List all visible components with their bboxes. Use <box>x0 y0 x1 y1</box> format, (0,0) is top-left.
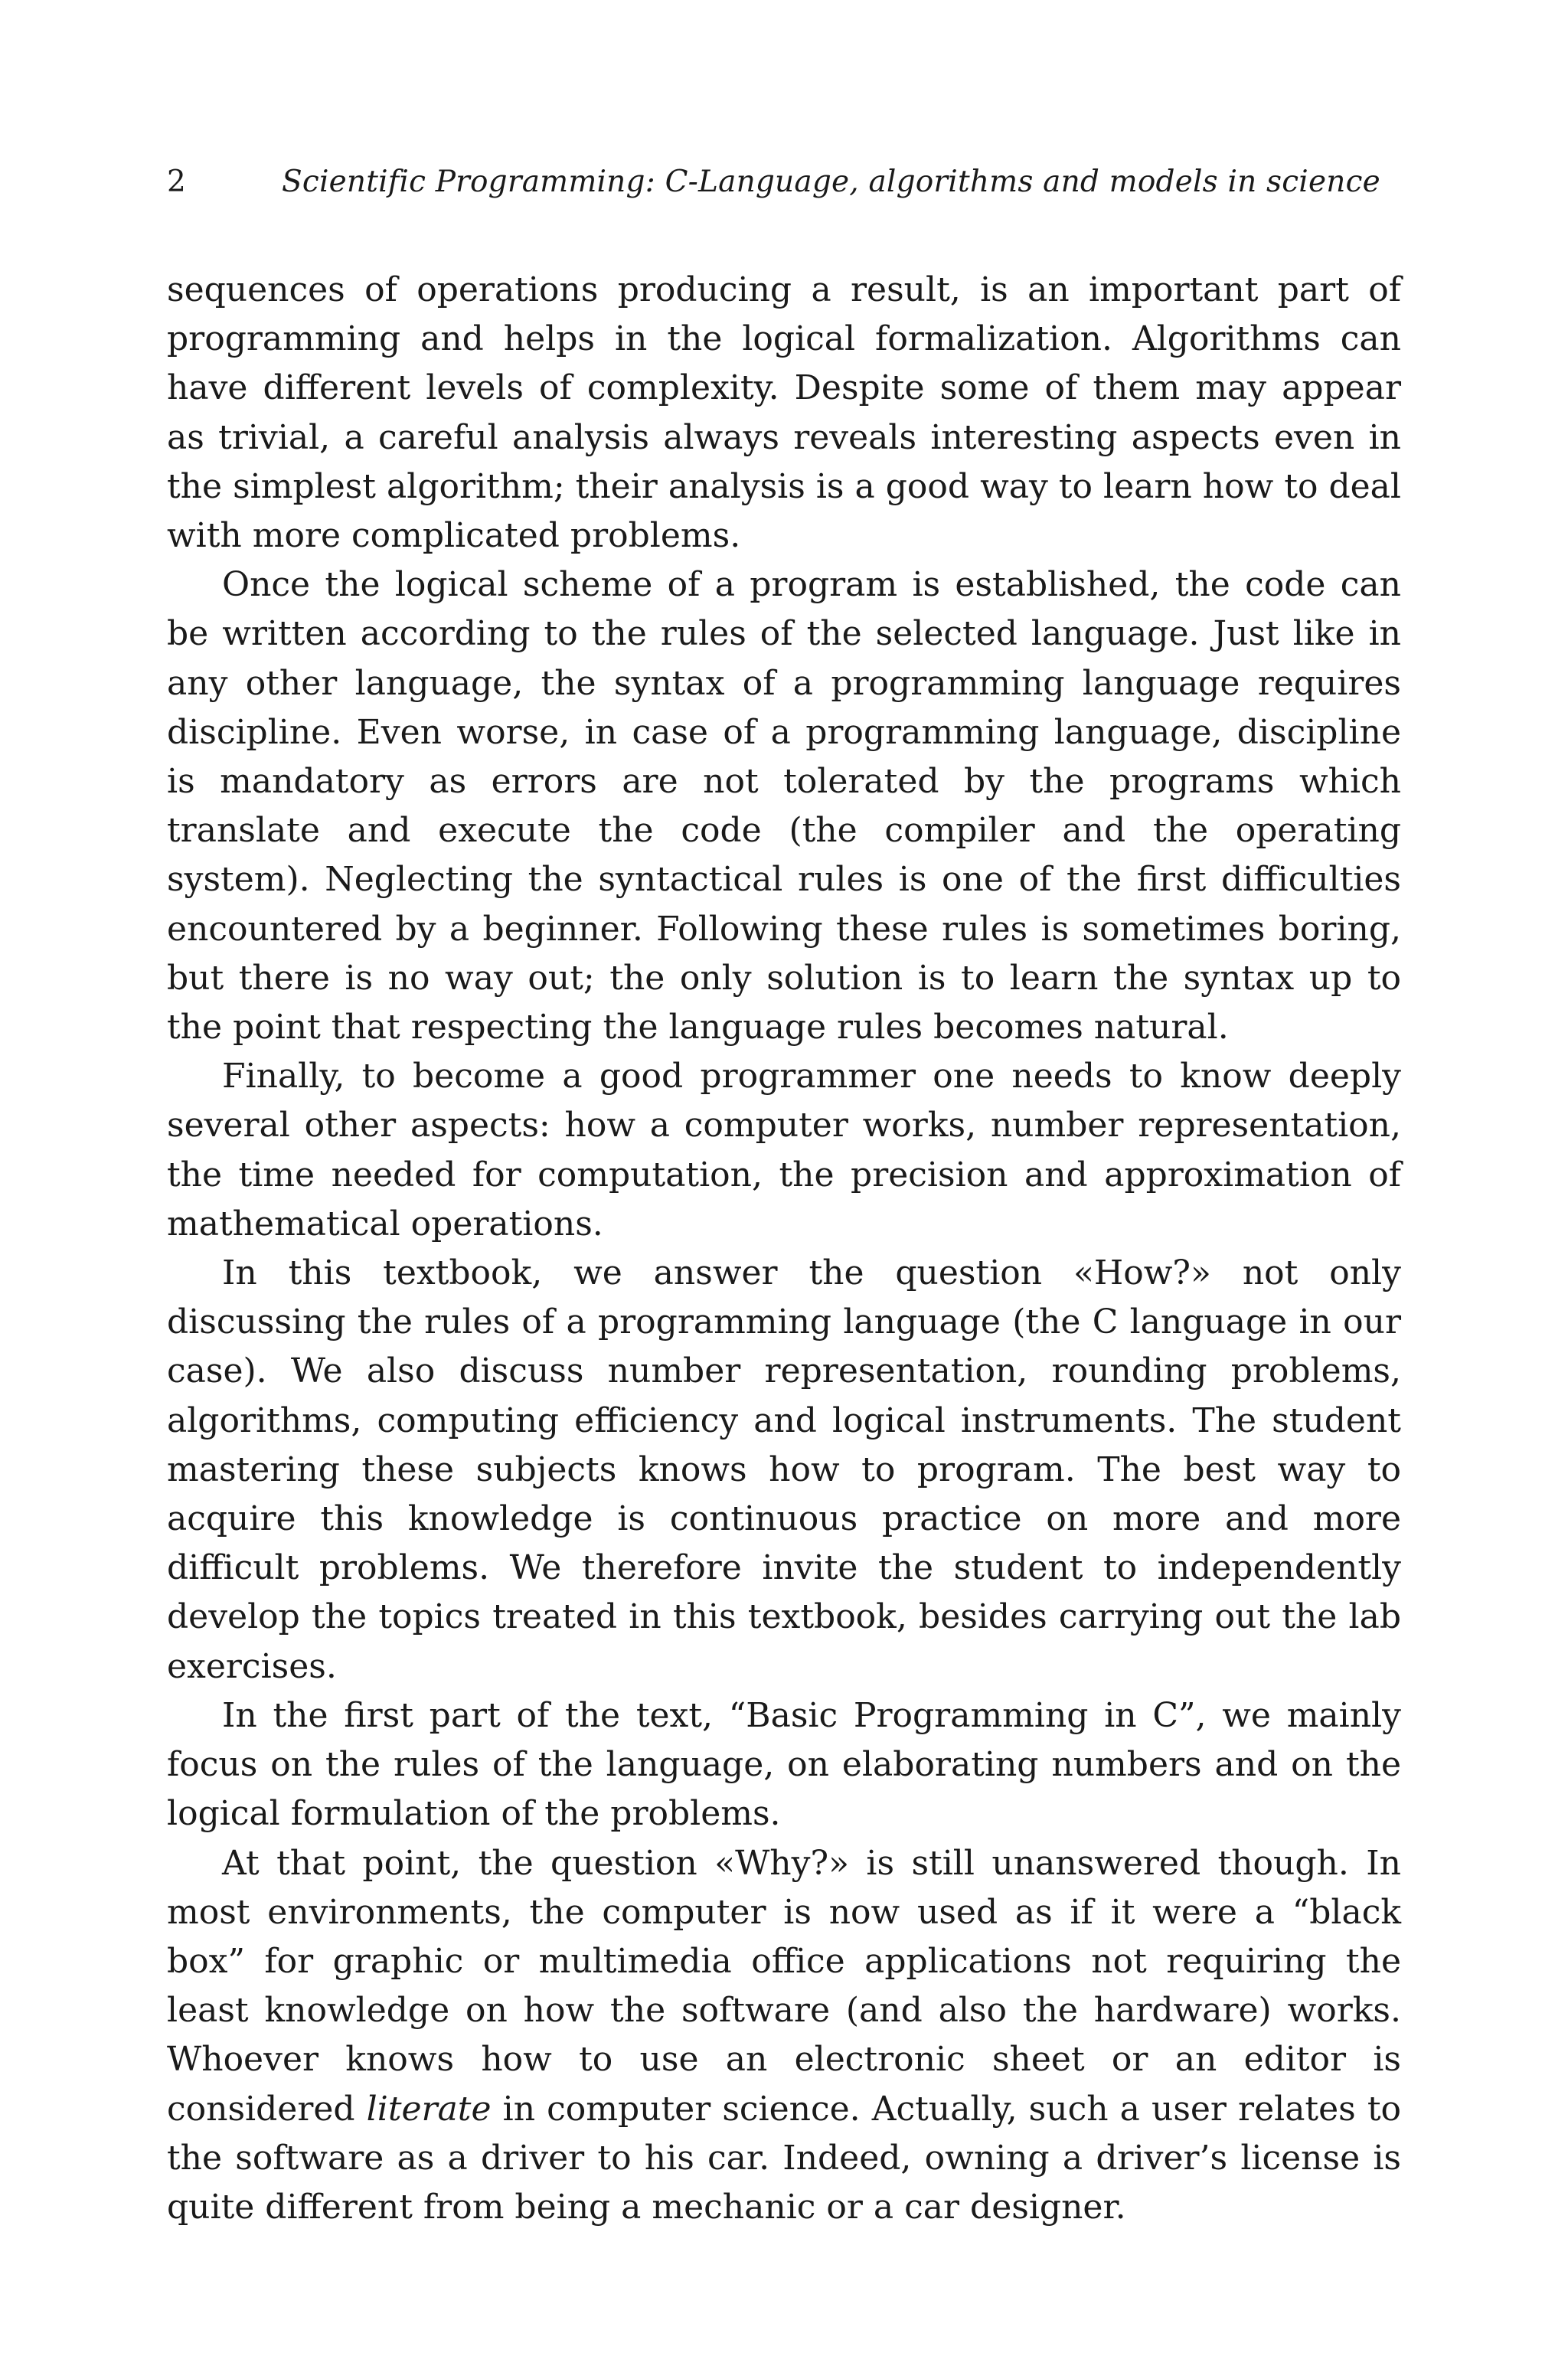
paragraph-how-question: In this textbook, we answer the question «How?» not only discussing the rules of a programming language (the C language in our case). We also discuss number representation, rounding problems, algorithms, computing efficiency and logical instruments. The student mastering these subjects knows how to program. The best way to acquire this knowledge is continuous practice on more and more difficult problems. We therefore invite the student to independently develop the topics treated in this textbook, besides carrying out the lab exercises. <box>167 1253 1401 1686</box>
running-head <box>167 159 1401 205</box>
paragraph-good-programmer: Finally, to become a good programmer one needs to know deeply several other aspects: how a computer works, number representation, the time needed for computation, the precision and approximation of mathematical operations. <box>167 1057 1401 1243</box>
why-question-text-end: in computer science. Actually, such a user relates to the software as a driver to his car. Indeed, owning a driver’s license is quite different from being a mechanic or a car designer. <box>167 2089 1401 2227</box>
running-title: Scientific Programming: C-Language, algorithms and models in science <box>282 165 1380 199</box>
emphasis-literate: literate <box>366 2089 492 2129</box>
paragraph-syntax-discipline: Once the logical scheme of a program is established, the code can be written according to the rules of the selected language. Just like in any other language, the syntax of a programming language requires discipline. Even worse, in case of a programming language, discipline is mandatory as errors are not tolerated by the programs which translate and execute the code (the compiler and the operating system). Neglecting the syntactical rules is one of the first difficulties encountered by a beginner. Following these rules is sometimes boring, but there is no way out; the only solution is to learn the syntax up to the point that respecting the language rules becomes natural. <box>167 565 1401 1047</box>
paragraph-why-question <box>167 1839 1401 2233</box>
paragraph-continuation: sequences of operations producing a result, is an important part of programming and helps in the logical formalization. Algorithms can have different levels of complexity. Despite some of them may appear as trivial, a careful analysis always reveals interesting aspects even in the simplest algorithm; their analysis is a good way to learn how to deal with more complicated problems. <box>167 270 1401 556</box>
body-text <box>167 266 1401 2232</box>
page-number: 2 <box>167 165 186 199</box>
why-question-text-start: At that point, the question «Why?» is still unanswered though. In most environments, the computer is now used as if it were a “black box” for graphic or multimedia office applications not requiring the least knowledge on how the software (and also the hardware) works. Whoever knows how to use an electronic sheet or an editor is considered <box>167 1843 1401 2129</box>
paragraph-first-part: In the first part of the text, “Basic Programming in C”, we mainly focus on the rules of the language, on elaborating numbers and on the logical formulation of the problems. <box>167 1695 1401 1834</box>
